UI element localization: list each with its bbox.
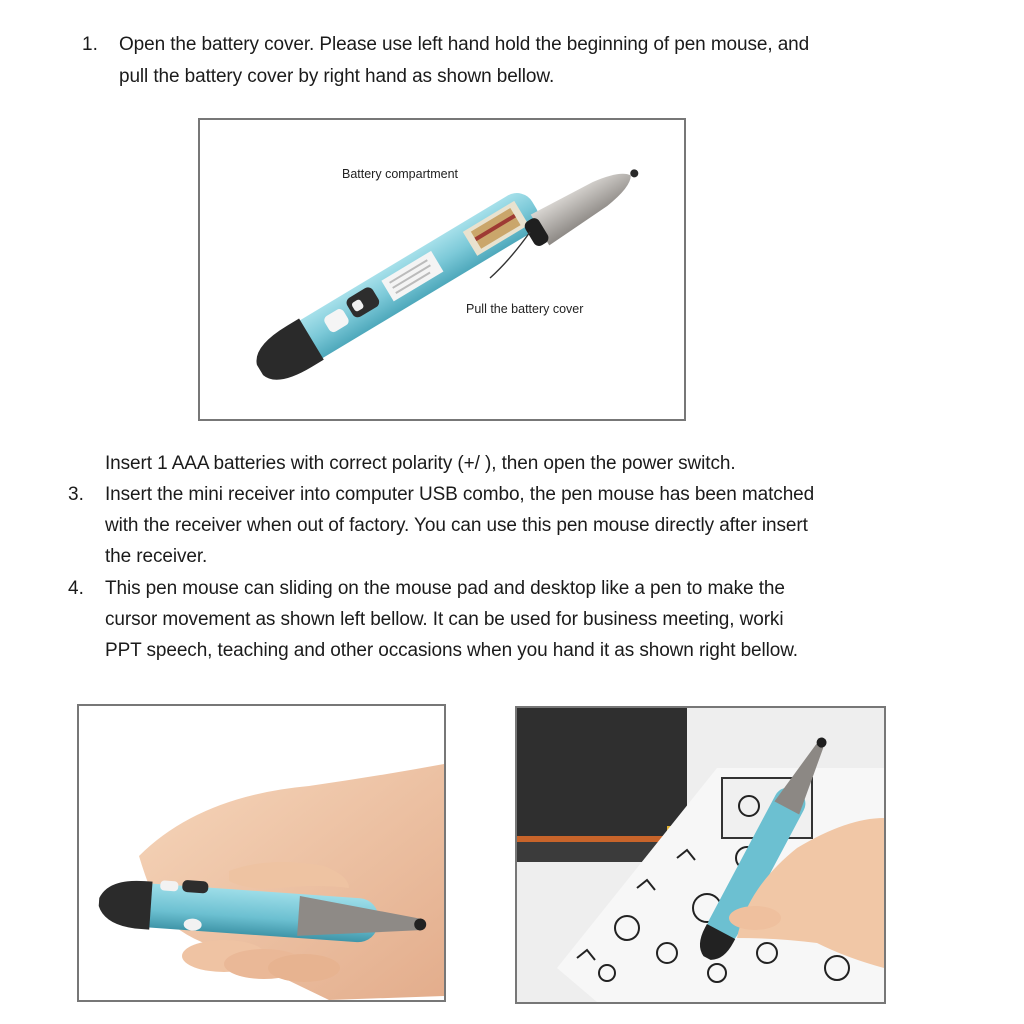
step3-line3: the receiver. [105, 546, 208, 567]
pen-body [248, 185, 547, 391]
label-pull-battery-cover: Pull the battery cover [466, 302, 584, 316]
hand-pen-illustration [79, 706, 444, 1000]
step1-line2: pull the battery cover by right hand as shown bellow. [119, 66, 555, 87]
step3-line1: Insert the mini receiver into computer USB combo, the pen mouse has been matched [105, 484, 815, 505]
figure-battery-compartment [198, 118, 686, 421]
pen-battery-illustration [200, 120, 684, 419]
step2-line: Insert 1 AAA batteries with correct polarity (+/ ), then open the power switch. [105, 453, 736, 474]
battery-cover [520, 156, 647, 252]
step4-line2: cursor movement as shown left bellow. It can be used for business meeting, worki [105, 609, 784, 630]
step4-number: 4. [68, 578, 84, 599]
step1-line1: Open the battery cover. Please use left hand hold the beginning of pen mouse, and [119, 34, 810, 55]
step4-line1: This pen mouse can sliding on the mouse pad and desktop like a pen to make the [105, 578, 785, 599]
photo-hand-holding-pen [77, 704, 446, 1002]
photo-pen-on-mousepad [515, 706, 886, 1004]
label-battery-compartment: Battery compartment [342, 167, 459, 181]
step3-number: 3. [68, 484, 84, 505]
step4-line3: PPT speech, teaching and other occasions when you hand it as shown right bellow. [105, 640, 798, 661]
step1-number: 1. [82, 34, 98, 55]
step3-line2: with the receiver when out of factory. You can use this pen mouse directly after insert [105, 515, 808, 536]
mousepad-pen-illustration [517, 708, 884, 1002]
